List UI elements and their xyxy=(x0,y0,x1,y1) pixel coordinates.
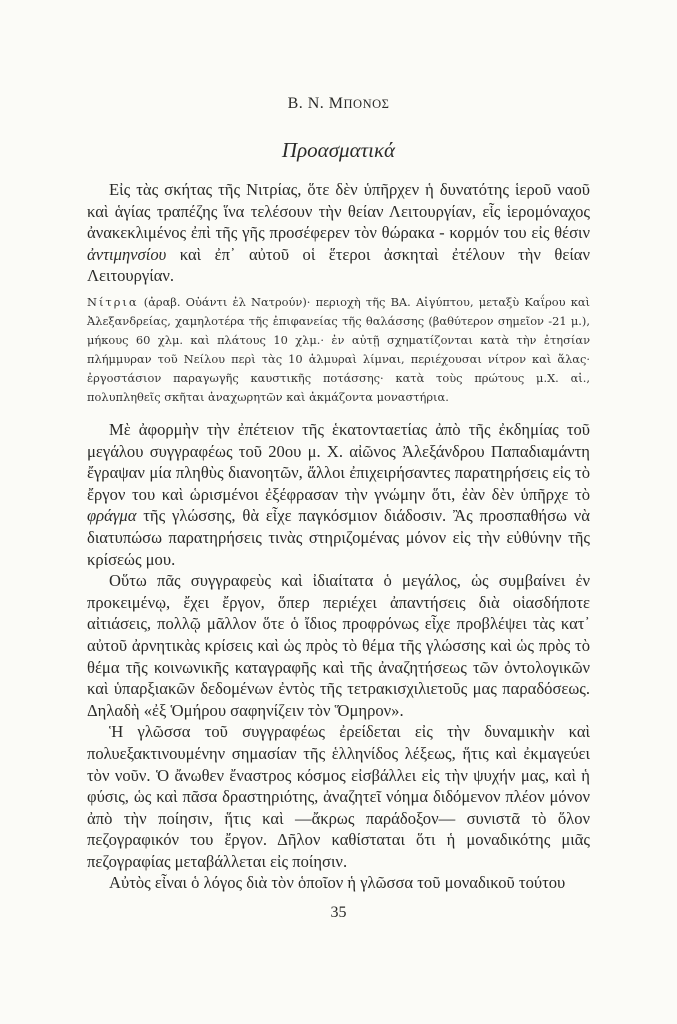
chapter-title: Προασματικά xyxy=(281,138,396,162)
italic-term: ἀντιμηνσίου xyxy=(87,244,167,264)
text-run: καὶ ἐπ᾽ αὐτοῦ οἱ ἕτεροι ἀσκηταὶ ἐτέλουν τὴν θείαν Λειτουργίαν. xyxy=(87,244,590,286)
author-initials: B. N. xyxy=(287,95,325,112)
running-head xyxy=(87,95,590,113)
italic-term: φράγμα xyxy=(87,506,137,526)
paragraph: Οὕτω πᾶς συγγραφεὺς καὶ ἰδιαίτατα ὁ μεγάλος, ὡς συμβαίνει ἐν προκειμένῳ, ἔχει ἔργον, ὅπερ περιέχει ἀπαντήσεις διὰ οἱασδήποτε αἰτιάσεις, πολλῷ μᾶλλον ὅτε ὁ ἴδιος προφρόνως εἶχε προβλέψει τὰς κατ᾽ αὐτοῦ ἀρνητικὰς κρίσεις καὶ ὡς πρὸς τὸ θέμα τῆς γλώσσης καὶ ὡς πρὸς τὸ θέμα τῆς κοινωνικῆς καταγραφῆς καὶ τῆς ἀναζητήσεως τῶν ὀντολογικῶν καὶ ὑπαρξιακῶν δεδομένων ἐντὸς τῆς τετρακισχιλιετοῦς μας παραδόσεως. Δηλαδὴ «ἐξ Ὁμήρου σαφηνίζειν τὸν Ὅμηρον». xyxy=(87,571,590,720)
surname-initial: M xyxy=(328,95,344,112)
paragraph xyxy=(87,179,590,287)
explanatory-note xyxy=(87,293,590,407)
paragraph: Ἡ γλῶσσα τοῦ συγγραφέως ἐρείδεται εἰς τὴν δυναμικὴν καὶ πολυεξακτινουμένην σημασίαν τῆς ἑλληνίδος λέξεως, ἥτις καὶ ἐκμαγεύει τὸν νοῦν. Ὁ ἄνωθεν ἔναστρος κόσμος εἰσβάλλει εἰς τὴν ψυχήν μας, καὶ ἡ φύσις, ὡς καὶ πᾶσα δραστηριότης, ἀναζητεῖ νόημα διδόμενον πλέον μόνον ἀπὸ τὴν ποίησιν, ἥτις καὶ —ἄκρως παράδοξον— συνιστᾶ τὸ ὅλον πεζογραφικόν του ἔργον. Δῆλον καθίσταται ὅτι ἡ μοναδικότης μιᾶς πεζογραφίας μεταβάλλεται εἰς ποίησιν. xyxy=(87,722,590,871)
note-lemma: Νίτρια xyxy=(87,295,139,309)
author-surname xyxy=(329,95,390,112)
note-text: (ἀραβ. Οὐάντι ἐλ Νατρούν)· περιοχὴ τῆς ΒΑ. Αἰγύπτου, μεταξὺ Καΐρου καὶ Ἀλεξανδρείας, χαμηλοτέρα τῆς ἐπιφανείας τῆς θαλάσσης (βαθύτερον σημεῖον -21 μ.), μήκους 60 χλμ. καὶ πλάτους 10 χλμ.· ἐν αὐτῇ σχηματίζονται κατὰ τὴν ἐτησίαν πλήμμυραν τοῦ Νείλου περὶ τὰς 10 ἁλμυραὶ λίμναι, περιέχουσαι νίτρον καὶ ἅλας· ἐργοστάσιον παραγωγῆς καυστικῆς ποτάσσης· κατὰ τοὺς πρώτους μ.Χ. αἰ., πολυπληθεῖς σκῆται ἀναχωρητῶν καὶ ἀκμάζοντα μοναστήρια. xyxy=(87,295,590,404)
opening-paragraph-block xyxy=(87,179,590,287)
surname-small-caps: ΠΟΝΟΣ xyxy=(343,97,390,111)
main-text-block xyxy=(87,419,590,894)
page-number: 35 xyxy=(330,904,347,921)
text-run: τῆς γλώσσης, θὰ εἶχε παγκόσμιον διάδοσιν. Ἂς προσπαθήσω νὰ διατυπώσω παρατηρήσεις τινὰς στηριζομένας μόνον εἰς τὴν εὐθύνην τῆς κρίσεώς μου. xyxy=(87,506,590,569)
text-run: Μὲ ἀφορμὴν τὴν ἐπέτειον τῆς ἑκατονταετίας ἀπὸ τῆς ἐκδημίας τοῦ μεγάλου συγγραφέως τοῦ 20ου μ. Χ. αἰῶνος Ἀλεξάνδρου Παπαδιαμάντη ἔγραψαν μία πληθὺς διανοητῶν, ἄλλοι ἐπιχειρήσαντες παρατηρήσεις εἰς τὸ ἔργον του καὶ ὡρισμένοι ἐξέφρασαν τὴν γνώμην ὅτι, ἐὰν δὲν ὑπῆρχε τὸ xyxy=(87,420,590,504)
paragraph xyxy=(87,419,590,570)
paragraph: Αὐτὸς εἶναι ὁ λόγος διὰ τὸν ὁποῖον ἡ γλῶσσα τοῦ μοναδικοῦ τούτου xyxy=(109,873,566,893)
text-run: Εἰς τὰς σκήτας τῆς Νιτρίας, ὅτε δὲν ὑπῆρχεν ἡ δυνατότης ἱεροῦ ναοῦ καὶ ἁγίας τραπέζης ἵνα τελέσουν τὴν θείαν Λειτουργίαν, εἷς ἱερομόναχος ἀνακεκλιμένος ἐπὶ τῆς γῆς προσέφερεν τὸν θώρακα - κορμόν του εἰς θέσιν xyxy=(87,180,590,243)
